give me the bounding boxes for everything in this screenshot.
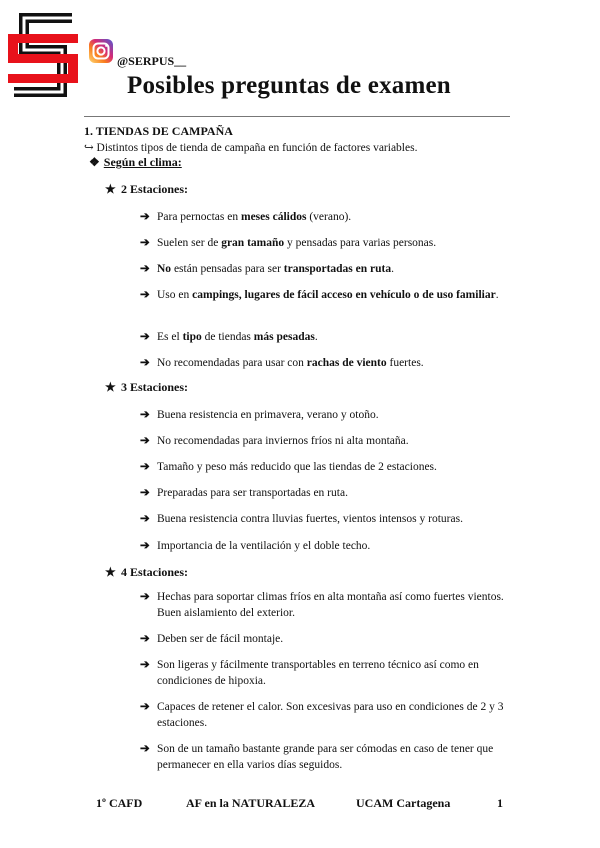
list-item bbox=[140, 631, 515, 647]
item-text-run: y pensadas para varias personas. bbox=[284, 237, 437, 249]
item-text-run: Deben ser de fácil montaje. bbox=[157, 633, 284, 645]
emphasis-text: tipo bbox=[182, 331, 202, 343]
list-item-text bbox=[157, 329, 515, 345]
list-item-text bbox=[157, 589, 515, 621]
list-item-text bbox=[157, 209, 515, 225]
section-intro bbox=[84, 140, 417, 154]
page-title: Posibles preguntas de examen bbox=[127, 72, 451, 99]
item-text-run: de tiendas bbox=[201, 331, 254, 343]
diamond-bullet-icon: ❖ bbox=[89, 155, 100, 169]
season-group-heading bbox=[105, 380, 188, 395]
list-item bbox=[140, 699, 515, 731]
season-group-label: 4 Estaciones: bbox=[121, 565, 188, 579]
arrow-bullet-icon: ➔ bbox=[140, 331, 150, 343]
arrow-bullet-icon: ➔ bbox=[140, 633, 150, 645]
list-item bbox=[140, 329, 515, 345]
list-item bbox=[140, 407, 515, 423]
emphasis-text: más pesadas bbox=[253, 331, 315, 343]
item-text-run: Es el bbox=[157, 331, 183, 343]
arrow-bullet-icon: ➔ bbox=[140, 540, 150, 552]
return-arrow-icon: ↪ bbox=[84, 142, 94, 154]
item-text-run: fuertes. bbox=[386, 357, 424, 369]
item-text-run: Para pernoctas en bbox=[157, 211, 241, 223]
arrow-bullet-icon: ➔ bbox=[140, 743, 150, 755]
emphasis-text: campings, lugares de fácil acceso en vehículo o de uso familiar bbox=[192, 289, 496, 301]
list-item bbox=[140, 287, 515, 303]
list-item-text bbox=[157, 485, 515, 501]
item-text-run: Capaces de retener el calor. Son excesivas para uso en condiciones de 2 y 3 estaciones. bbox=[157, 701, 504, 729]
arrow-bullet-icon: ➔ bbox=[140, 435, 150, 447]
arrow-bullet-icon: ➔ bbox=[140, 591, 150, 603]
item-text-run: (verano). bbox=[306, 211, 352, 223]
list-item bbox=[140, 261, 515, 277]
serpus-logo bbox=[4, 4, 82, 108]
list-item-text bbox=[157, 287, 515, 303]
list-item-text bbox=[157, 657, 515, 689]
arrow-bullet-icon: ➔ bbox=[140, 357, 150, 369]
arrow-bullet-icon: ➔ bbox=[140, 701, 150, 713]
item-text-run: Uso en bbox=[157, 289, 193, 301]
item-text-run: Preparadas para ser transportadas en ruta. bbox=[157, 487, 348, 499]
list-item bbox=[140, 589, 515, 621]
emphasis-text: rachas de viento bbox=[306, 357, 387, 369]
arrow-bullet-icon: ➔ bbox=[140, 211, 150, 223]
footer-course: 1º CAFD bbox=[96, 796, 143, 810]
item-text-run: Buena resistencia en primavera, verano y otoño. bbox=[157, 409, 379, 421]
season-group-label: 3 Estaciones: bbox=[121, 380, 188, 394]
list-item-text bbox=[157, 631, 515, 647]
arrow-bullet-icon: ➔ bbox=[140, 659, 150, 671]
arrow-bullet-icon: ➔ bbox=[140, 263, 150, 275]
list-item-text bbox=[157, 511, 515, 527]
footer-subject: AF en la NATURALEZA bbox=[186, 796, 316, 810]
item-text-run: No recomendadas para usar con bbox=[157, 357, 307, 369]
list-item bbox=[140, 657, 515, 689]
list-item bbox=[140, 355, 515, 371]
list-item bbox=[140, 741, 515, 773]
item-text-run: No recomendadas para inviernos fríos ni alta montaña. bbox=[157, 435, 409, 447]
list-item-text bbox=[157, 407, 515, 423]
list-item-text bbox=[157, 433, 515, 449]
subheading-text: Según el clima: bbox=[103, 155, 182, 169]
list-item-text bbox=[157, 261, 515, 277]
arrow-bullet-icon: ➔ bbox=[140, 237, 150, 249]
list-item bbox=[140, 511, 515, 527]
social-handle: @SERPUS__ bbox=[117, 54, 187, 68]
star-bullet-icon: ★ bbox=[105, 380, 116, 394]
list-item-text bbox=[157, 459, 515, 475]
item-text-run: Importancia de la ventilación y el doble techo. bbox=[157, 540, 371, 552]
star-bullet-icon: ★ bbox=[105, 182, 116, 196]
list-item bbox=[140, 209, 515, 225]
list-item bbox=[140, 485, 515, 501]
arrow-bullet-icon: ➔ bbox=[140, 487, 150, 499]
item-text-run: Hechas para soportar climas fríos en alta montaña así como fuertes vientos. Buen aislamiento del exterior. bbox=[157, 591, 504, 619]
arrow-bullet-icon: ➔ bbox=[140, 513, 150, 525]
list-item-text bbox=[157, 235, 515, 251]
footer-university: UCAM Cartagena bbox=[356, 796, 451, 810]
season-group-heading bbox=[105, 565, 188, 580]
item-text-run: Son ligeras y fácilmente transportables en terreno técnico así como en condiciones de hipoxia. bbox=[157, 659, 479, 687]
list-item bbox=[140, 459, 515, 475]
arrow-bullet-icon: ➔ bbox=[140, 461, 150, 473]
item-text-run: están pensadas para ser bbox=[171, 263, 284, 275]
arrow-bullet-icon: ➔ bbox=[140, 289, 150, 301]
section-heading: 1. TIENDAS DE CAMPAÑA bbox=[84, 124, 233, 138]
item-text-run: Buena resistencia contra lluvias fuertes, vientos intensos y roturas. bbox=[157, 513, 463, 525]
arrow-bullet-icon: ➔ bbox=[140, 409, 150, 421]
section-intro-text: Distintos tipos de tienda de campaña en función de factores variables. bbox=[96, 142, 418, 154]
item-text-run: . bbox=[314, 331, 318, 343]
item-text-run: Suelen ser de bbox=[157, 237, 222, 249]
list-item-text bbox=[157, 741, 515, 773]
star-bullet-icon: ★ bbox=[105, 565, 116, 579]
emphasis-text: transportadas en ruta bbox=[283, 263, 392, 275]
season-group-label: 2 Estaciones: bbox=[121, 182, 188, 196]
emphasis-text: meses cálidos bbox=[240, 211, 307, 223]
item-text-run: Son de un tamaño bastante grande para ser cómodas en caso de tener que permanecer en ella varios días seguidos. bbox=[157, 743, 494, 771]
subheading bbox=[89, 155, 182, 170]
item-text-run: . bbox=[495, 289, 499, 301]
list-item bbox=[140, 433, 515, 449]
item-text-run: Tamaño y peso más reducido que las tiendas de 2 estaciones. bbox=[157, 461, 437, 473]
list-item bbox=[140, 538, 515, 554]
list-item-text bbox=[157, 538, 515, 554]
emphasis-text: No bbox=[157, 263, 172, 275]
emphasis-text: gran tamaño bbox=[221, 237, 285, 249]
footer-page-number: 1 bbox=[497, 796, 503, 810]
season-group-heading bbox=[105, 182, 188, 197]
list-item-text bbox=[157, 699, 515, 731]
item-text-run: . bbox=[391, 263, 394, 275]
instagram-icon bbox=[88, 38, 114, 64]
title-divider bbox=[84, 116, 510, 117]
list-item-text bbox=[157, 355, 515, 371]
list-item bbox=[140, 235, 515, 251]
